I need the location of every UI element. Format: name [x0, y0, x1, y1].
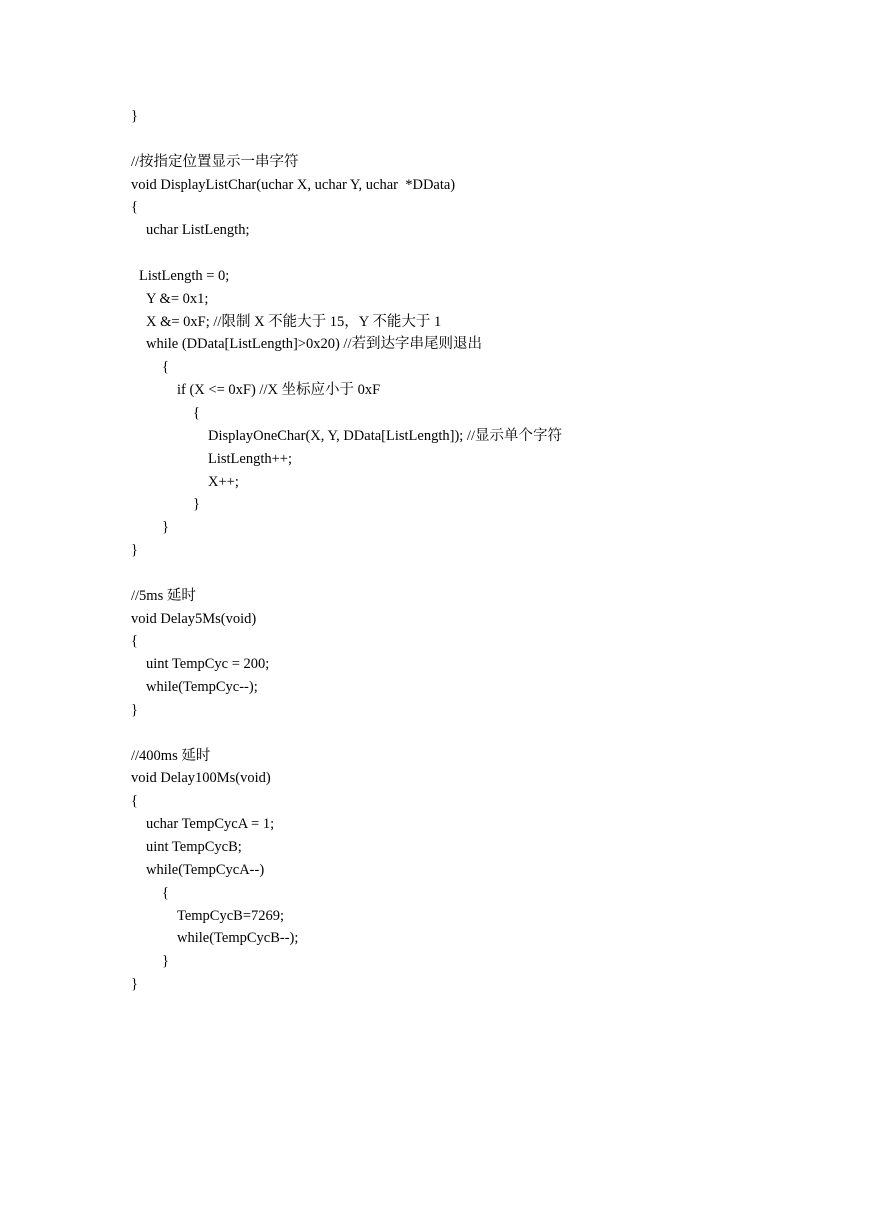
code-line: uchar TempCycA = 1;: [146, 816, 275, 833]
code-line: while(TempCyc--);: [146, 679, 258, 696]
code-line: {: [193, 404, 200, 421]
code-line: {: [162, 359, 169, 376]
code-line: TempCycB=7269;: [177, 907, 285, 924]
code-line: }: [131, 108, 138, 124]
function-signature: void DisplayListChar(uchar X, uchar Y, uchar *DData): [131, 176, 456, 193]
code-line: X++;: [208, 473, 239, 490]
blank-line: [131, 562, 751, 585]
function-signature: void Delay100Ms(void): [131, 770, 271, 787]
code-line: {: [162, 884, 169, 901]
code-line: if (X <= 0xF) //X 坐标应小于 0xF: [177, 382, 381, 399]
code-line: uint TempCyc = 200;: [146, 656, 270, 673]
code-line: X &= 0xF; //限制 X 不能大于 15，Y 不能大于 1: [146, 313, 442, 330]
code-line: Y &= 0x1;: [146, 290, 209, 307]
blank-line: [131, 722, 751, 745]
code-line: {: [131, 793, 138, 810]
code-line: {: [131, 633, 138, 650]
code-line: }: [162, 953, 169, 970]
code-line: ListLength = 0;: [139, 267, 230, 284]
blank-line: [131, 128, 751, 151]
code-line: }: [131, 976, 138, 993]
comment-line: //400ms 延时: [131, 747, 211, 764]
code-line: uint TempCycB;: [146, 839, 242, 855]
comment-line: //5ms 延时: [131, 587, 196, 604]
code-line: while(TempCycB--);: [177, 930, 299, 947]
code-line: while (DData[ListLength]>0x20) //若到达字串尾则退出: [146, 336, 482, 353]
comment-line: //按指定位置显示一串字符: [131, 153, 299, 170]
code-line: }: [193, 496, 200, 513]
code-line: ListLength++;: [208, 450, 293, 467]
code-line: }: [162, 519, 169, 536]
blank-line: [131, 242, 751, 265]
code-line: }: [131, 701, 138, 718]
function-signature: void Delay5Ms(void): [131, 610, 257, 627]
code-line: DisplayOneChar(X, Y, DData[ListLength]); //显示单个字符: [208, 427, 562, 444]
code-line: {: [131, 199, 138, 216]
code-line: uchar ListLength;: [146, 222, 250, 239]
code-line: while(TempCycA--): [146, 861, 265, 878]
code-listing: [131, 105, 751, 996]
code-line: }: [131, 542, 138, 559]
